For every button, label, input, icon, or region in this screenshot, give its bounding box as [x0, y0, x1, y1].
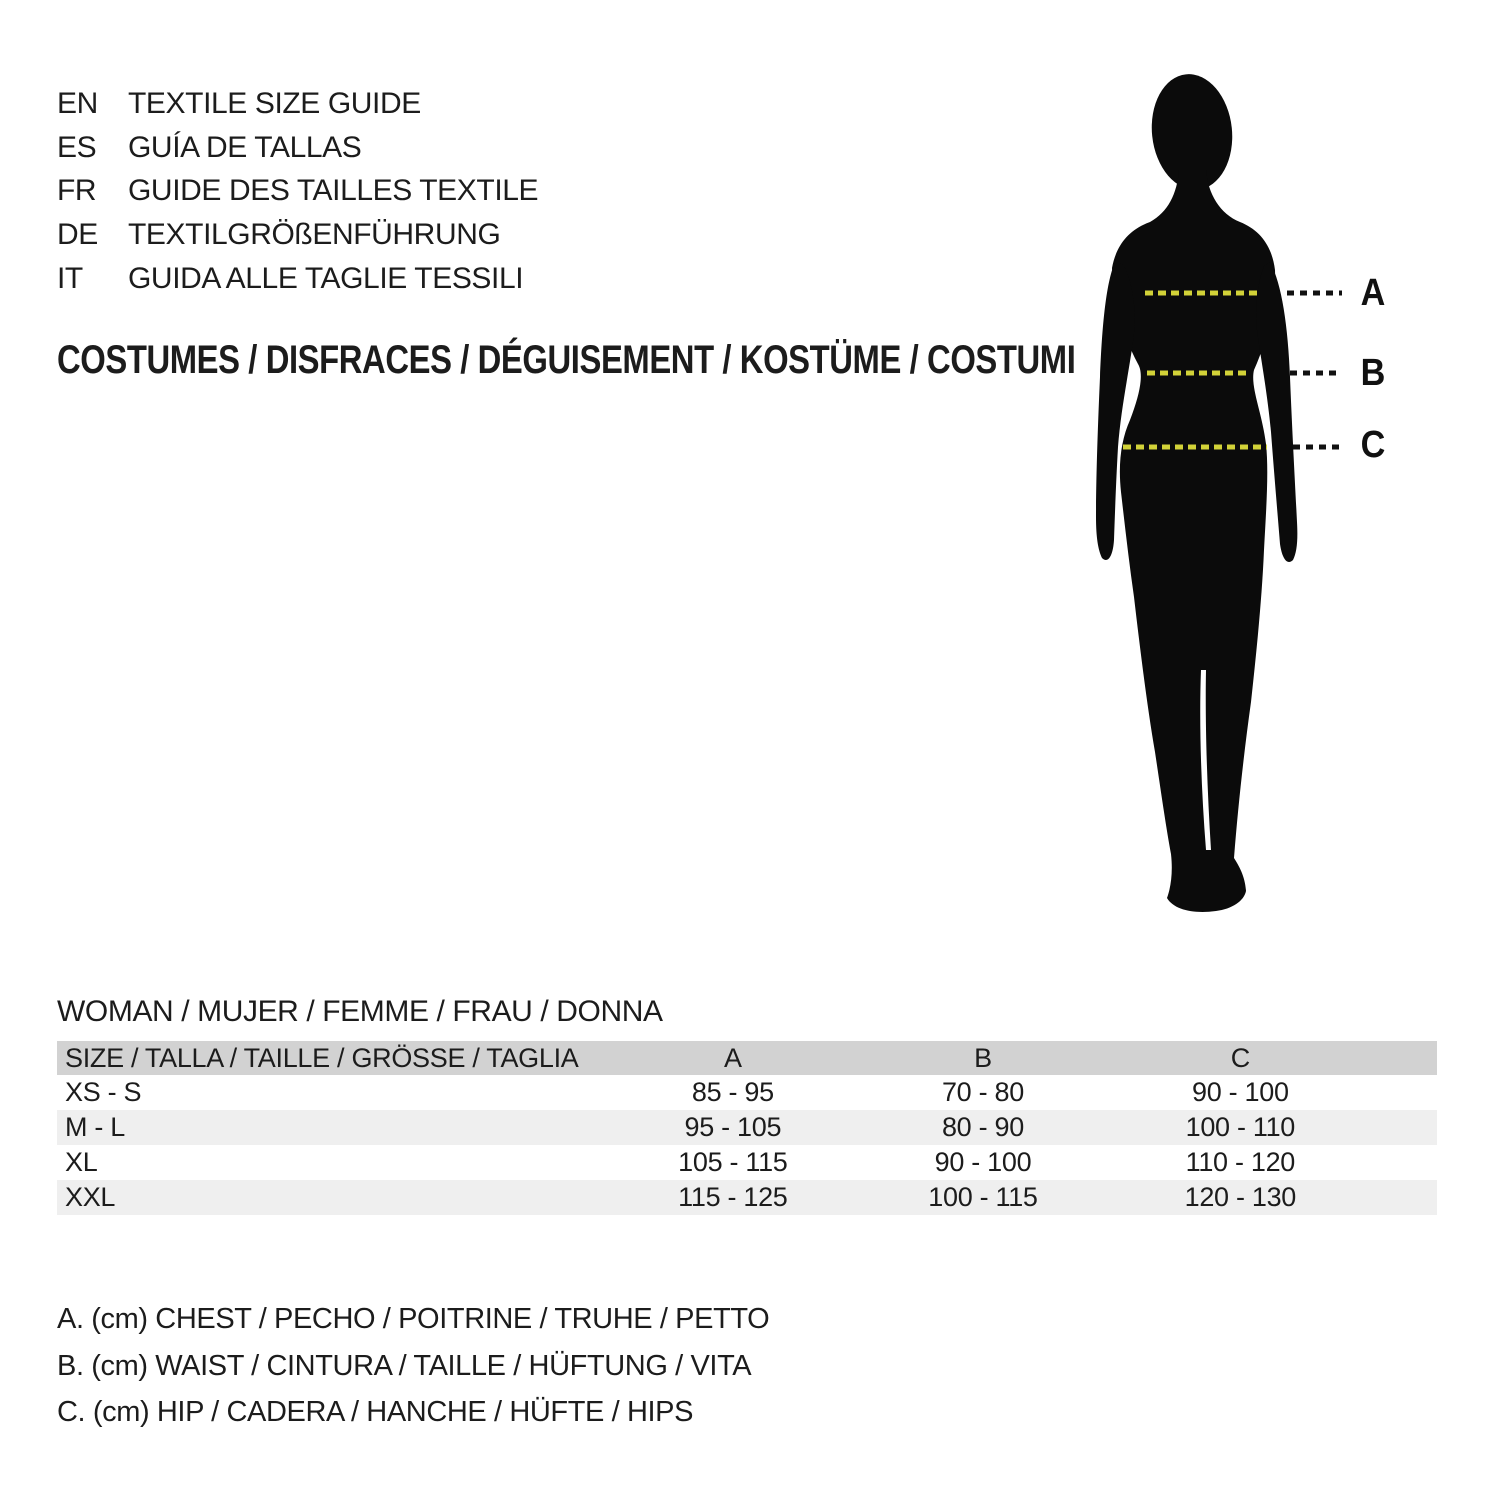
lang-code-it: IT	[57, 261, 83, 295]
woman-silhouette	[1096, 72, 1297, 912]
chest-cell: 95 - 105	[684, 1112, 782, 1142]
waist-cell: 80 - 90	[941, 1112, 1024, 1142]
size-cell: XL	[65, 1147, 98, 1177]
size-cell: XS - S	[65, 1077, 142, 1107]
waist-cell: 100 - 115	[928, 1182, 1038, 1212]
size-cell: M - L	[65, 1112, 126, 1142]
header-col-b: B	[974, 1042, 992, 1073]
hip-cell: 100 - 110	[1185, 1112, 1296, 1142]
lang-row-de	[57, 213, 538, 257]
body-shape	[1112, 170, 1275, 912]
lang-row-fr	[57, 169, 538, 213]
size-cell: XXL	[65, 1182, 116, 1212]
table-row-xxl	[57, 1180, 1437, 1215]
lang-title-de: TEXTILGRÖßENFÜHRUNG	[128, 218, 501, 252]
lang-row-en	[57, 82, 538, 126]
lang-title-es: GUÍA DE TALLAS	[128, 130, 362, 164]
hip-cell: 120 - 130	[1184, 1182, 1297, 1212]
measure-label-a: A	[1360, 272, 1386, 314]
lang-title-it: GUIDA ALLE TAGLIE TESSILI	[128, 261, 524, 295]
measure-label-b: B	[1360, 352, 1386, 394]
measurement-legend	[57, 1296, 769, 1436]
measure-label-c: C	[1360, 424, 1386, 466]
table-row-xs-s	[57, 1075, 1437, 1110]
header-col-a: A	[723, 1042, 742, 1073]
hip-cell: 90 - 100	[1191, 1077, 1289, 1107]
chest-cell: 85 - 95	[691, 1077, 774, 1107]
legend-line-waist: B. (cm) WAIST / CINTURA / TAILLE / HÜFTUNG / VITA	[57, 1349, 752, 1382]
category-heading: COSTUMES / DISFRACES / DÉGUISEMENT / KOSTÜME / COSTUMI	[57, 338, 1076, 382]
hip-cell: 110 - 120	[1185, 1147, 1296, 1177]
header-size-label: SIZE / TALLA / TAILLE / GRÖSSE / TAGLIA	[65, 1042, 579, 1073]
waist-cell: 70 - 80	[941, 1077, 1024, 1107]
size-table-header-row	[57, 1041, 1437, 1075]
lang-row-es	[57, 126, 538, 170]
lang-code-de: DE	[57, 218, 98, 252]
legend-line-chest: A. (cm) CHEST / PECHO / POITRINE / TRUHE / PETTO	[57, 1303, 770, 1335]
lang-row-it	[57, 257, 538, 301]
lang-title-en: TEXTILE SIZE GUIDE	[128, 87, 421, 120]
lang-code-es: ES	[57, 130, 97, 164]
lang-code-en: EN	[57, 87, 98, 120]
lang-title-fr: GUIDE DES TAILLES TEXTILE	[128, 174, 539, 208]
waist-cell: 90 - 100	[934, 1147, 1032, 1177]
table-row-xl	[57, 1145, 1437, 1180]
language-title-list	[57, 82, 538, 300]
section-heading-woman: WOMAN / MUJER / FEMME / FRAU / DONNA	[57, 995, 663, 1028]
chest-cell: 105 - 115	[678, 1147, 788, 1177]
table-row-m-l	[57, 1110, 1437, 1145]
legend-line-hip: C. (cm) HIP / CADERA / HANCHE / HÜFTE / HIPS	[57, 1396, 694, 1428]
size-table	[57, 1041, 1437, 1215]
measurement-figure	[1058, 72, 1408, 932]
chest-cell: 115 - 125	[678, 1182, 788, 1212]
woman-silhouette-svg	[1058, 72, 1408, 932]
lang-code-fr: FR	[57, 174, 97, 208]
header-col-c: C	[1230, 1042, 1250, 1073]
